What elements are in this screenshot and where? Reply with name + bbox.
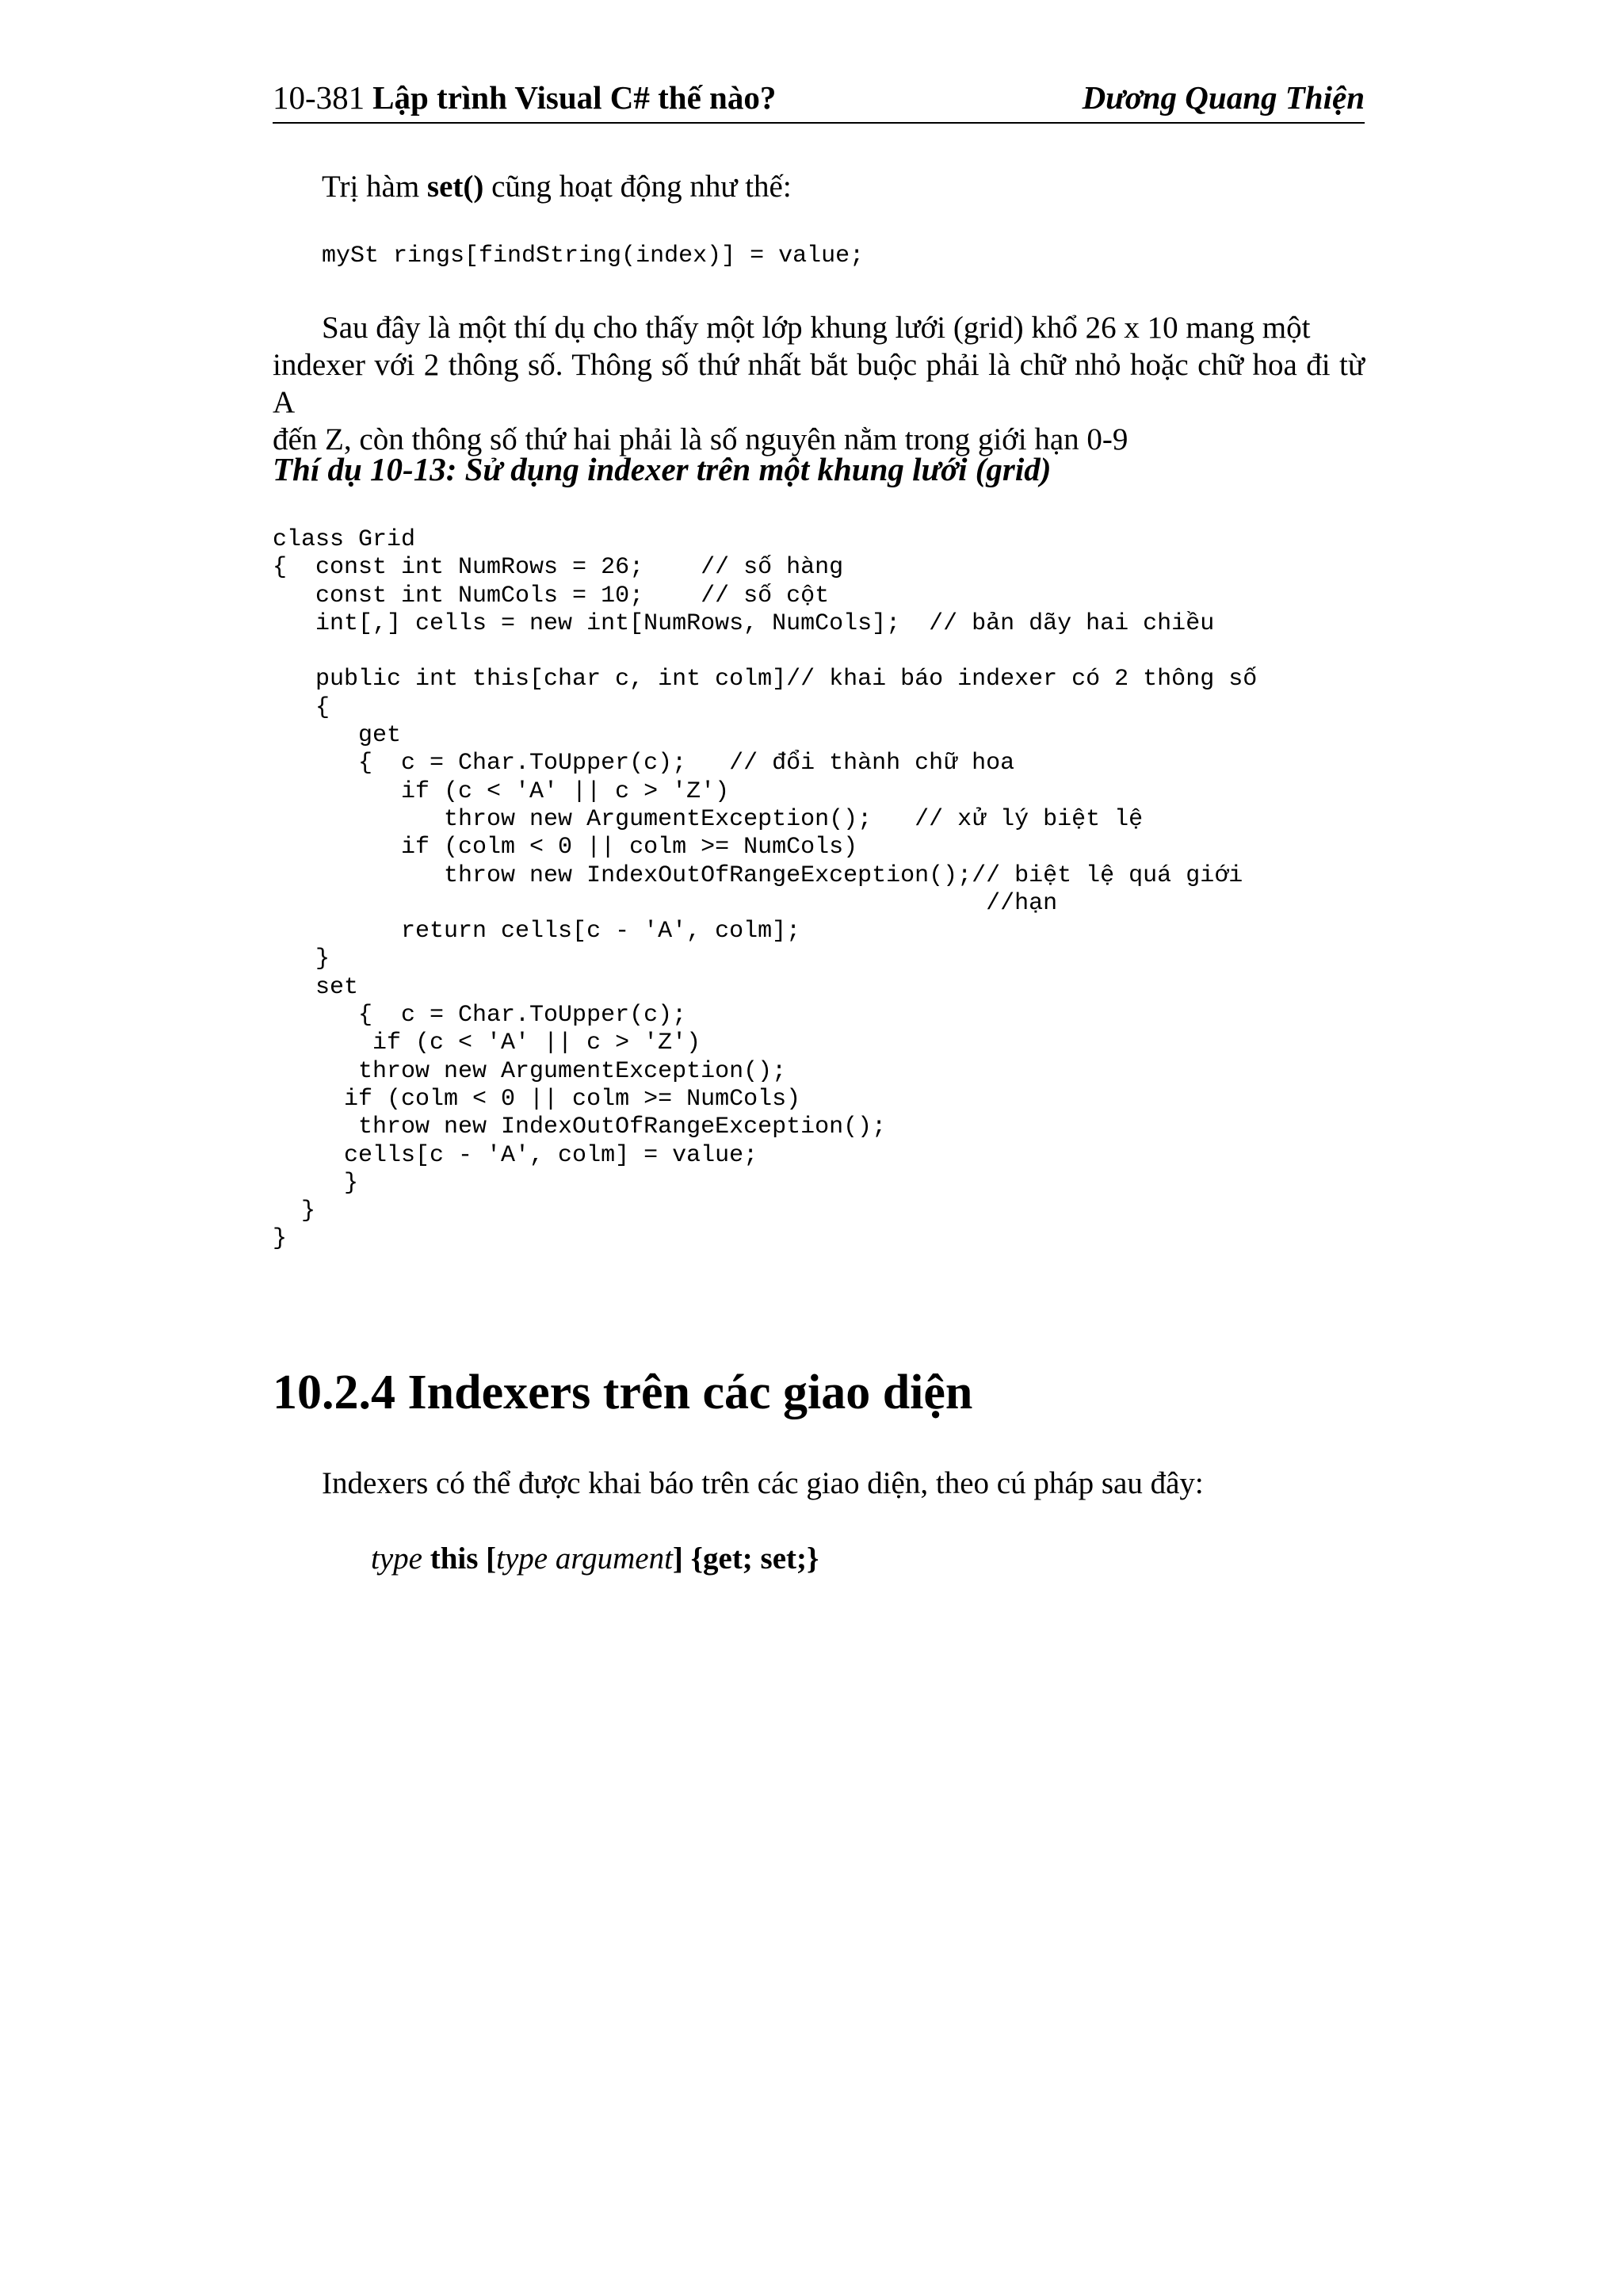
page-number: 10-381 [273, 79, 365, 116]
code-line: } [273, 1225, 288, 1253]
code-line: return cells[c - 'A', colm]; [273, 918, 801, 946]
section-body: Indexers có thể được khai báo trên các giao diện, theo cú pháp sau đây: [322, 1466, 1204, 1500]
code-line: } [273, 1198, 316, 1225]
intro-suffix: cũng hoạt động như thế: [483, 170, 792, 204]
book-title: Lập trình Visual C# thế nào? [372, 79, 777, 116]
example-caption: Thí dụ 10-13: Sử dụng indexer trên một khung lưới (grid) [273, 451, 1052, 487]
code-line: public int this[char c, int colm]// khai báo indexer có 2 thông số [273, 666, 1258, 693]
author-name: Dương Quang Thiện [1082, 79, 1365, 116]
code-snippet-line: mySt rings[findString(index)] = value; [322, 243, 865, 269]
code-line: const int NumCols = 10; // số cột [273, 582, 830, 609]
code-line: get [273, 722, 402, 750]
description-paragraph [273, 309, 1365, 458]
code-line: if (colm < 0 || colm >= NumCols) [273, 1085, 801, 1113]
code-line: throw new ArgumentException(); // xử lý biệt lệ [273, 805, 1144, 833]
code-line: if (colm < 0 || colm >= NumCols) [273, 834, 858, 861]
code-line: } [273, 946, 330, 973]
syntax-type-argument: type argument [496, 1541, 673, 1576]
intro-paragraph [322, 168, 1365, 205]
syntax-this: this [ [422, 1541, 497, 1576]
paragraph-line-3: đến Z, còn thông số thứ hai phải là số nguyên nằm trong giới hạn 0-9 [273, 422, 1128, 457]
code-line: if (c < 'A' || c > 'Z') [273, 1030, 701, 1057]
code-line: { [273, 693, 330, 721]
code-line [273, 638, 1257, 666]
code-line: if (c < 'A' || c > 'Z') [273, 777, 730, 805]
code-listing [273, 526, 1257, 1254]
code-line: class Grid [273, 526, 416, 553]
code-line: throw new IndexOutOfRangeException();// biệt lệ quá giới [273, 861, 1243, 889]
code-snippet-set [322, 243, 864, 270]
code-line: throw new ArgumentException(); [273, 1057, 787, 1085]
intro-bold: set() [426, 170, 484, 204]
paragraph-line-2: indexer với 2 thông số. Thông số thứ nhất bắt buộc phải là chữ nhỏ hoặc chữ hoa đi từ A [273, 348, 1365, 419]
code-line: int[,] cells = new int[NumRows, NumCols]; // bản dãy hai chiều [273, 609, 1215, 637]
syntax-line [371, 1541, 819, 1576]
code-line: throw new IndexOutOfRangeException(); [273, 1114, 887, 1141]
code-line: set [273, 973, 359, 1001]
code-line: { const int NumRows = 26; // số hàng [273, 554, 844, 582]
code-line: { c = Char.ToUpper(c); [273, 1002, 687, 1030]
syntax-type: type [371, 1541, 422, 1576]
code-line: { c = Char.ToUpper(c); // đổi thành chữ hoa [273, 750, 1015, 777]
intro-prefix: Trị hàm [322, 170, 427, 204]
paragraph-line-1: Sau đây là một thí dụ cho thấy một lớp khung lưới (grid) khổ 26 x 10 mang một [322, 311, 1311, 345]
code-line: cells[c - 'A', colm] = value; [273, 1141, 758, 1169]
syntax-accessors: ] {get; set;} [672, 1541, 819, 1576]
code-line: //hạn [273, 889, 1058, 917]
page-header [273, 73, 1365, 124]
section-heading: 10.2.4 Indexers trên các giao diện [273, 1366, 973, 1419]
code-line: } [273, 1169, 359, 1197]
